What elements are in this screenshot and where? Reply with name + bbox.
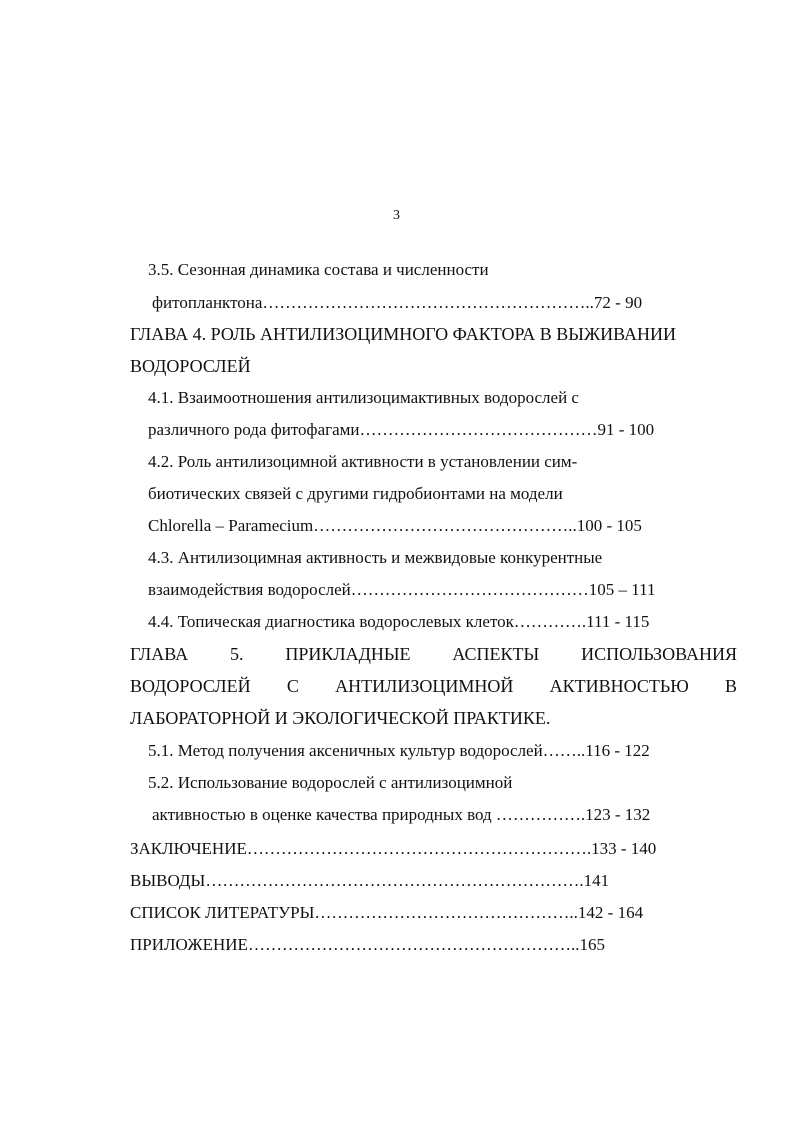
- toc-chapter-5-word: ИСПОЛЬЗОВАНИЯ: [581, 644, 737, 664]
- toc-entry-4-3: 4.3. Антилизоцимная активность и межвидовые конкурентные: [148, 548, 603, 567]
- toc-chapter-5-cont: [130, 674, 737, 698]
- toc-chapter-5-word: ПРИКЛАДНЫЕ: [285, 644, 411, 664]
- toc-chapter-5-word: ГЛАВА: [130, 644, 189, 664]
- toc-chapter-5-word: 5.: [230, 644, 244, 664]
- toc-entry-4-4: 4.4. Топическая диагностика водорослевых клеток………….111 - 115: [148, 612, 650, 631]
- toc-entry-4-3-cont: взаимодействия водорослей……………………………………105 – 111: [148, 580, 656, 599]
- toc-chapter-5-word: АКТИВНОСТЬЮ: [549, 676, 689, 696]
- toc-entry-4-2-cont: биотических связей с другими гидробионтами на модели: [148, 484, 563, 503]
- toc-references: СПИСОК ЛИТЕРАТУРЫ………………………………………..142 - 164: [130, 903, 644, 922]
- toc-chapter-5-word: В: [724, 676, 737, 696]
- page-number: 3: [393, 208, 400, 223]
- toc-entry-4-1: 4.1. Взаимоотношения антилизоцимактивных водорослей с: [148, 388, 579, 407]
- toc-entry-3-5-cont: фитопланктона…………………………………………………..72 - 90: [152, 293, 643, 312]
- toc-entry-5-2-cont: активностью в оценке качества природных вод …………….123 - 132: [152, 805, 651, 824]
- toc-entry-4-2: 4.2. Роль антилизоцимной активности в установлении сим-: [148, 452, 578, 471]
- toc-entry-3-5: 3.5. Сезонная динамика состава и численности: [148, 260, 489, 279]
- toc-chapter-5-word: С: [286, 676, 299, 696]
- toc-conclusion: ЗАКЛЮЧЕНИЕ…………………………………………………….133 - 140: [130, 839, 657, 858]
- toc-entry-4-1-cont: различного рода фитофагами……………………………………91 - 100: [148, 420, 655, 439]
- toc-entry-5-2: 5.2. Использование водорослей с антилизоцимной: [148, 773, 513, 792]
- toc-appendix: ПРИЛОЖЕНИЕ…………………………………………………..165: [130, 935, 605, 954]
- toc-chapter-5-word: АНТИЛИЗОЦИМНОЙ: [335, 676, 514, 696]
- toc-chapter-5: [130, 642, 737, 666]
- toc-chapter-4: ГЛАВА 4. РОЛЬ АНТИЛИЗОЦИМНОГО ФАКТОРА В ВЫЖИВАНИИ: [130, 324, 676, 344]
- toc-chapter-5-word: АСПЕКТЫ: [452, 644, 540, 664]
- toc-entry-5-1: 5.1. Метод получения аксеничных культур водорослей……..116 - 122: [148, 741, 650, 760]
- toc-findings: ВЫВОДЫ………………………………………………………….141: [130, 871, 610, 890]
- toc-entry-4-2-cont2: Chlorella – Paramecium………………………………………..100 - 105: [148, 516, 642, 535]
- toc-chapter-5-cont2: ЛАБОРАТОРНОЙ И ЭКОЛОГИЧЕСКОЙ ПРАКТИКЕ.: [130, 708, 551, 728]
- toc-chapter-5-word: ВОДОРОСЛЕЙ: [130, 676, 251, 696]
- toc-chapter-4-cont: ВОДОРОСЛЕЙ: [130, 356, 251, 376]
